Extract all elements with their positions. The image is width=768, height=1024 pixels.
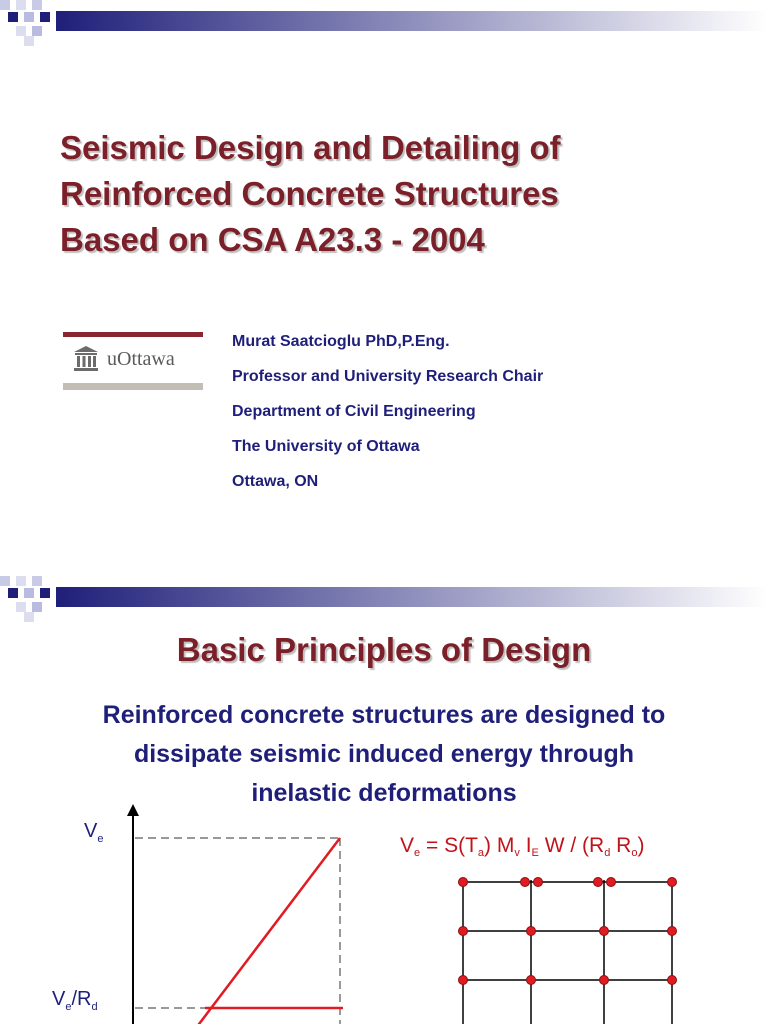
plastic-hinge: [521, 878, 530, 887]
plastic-hinge: [527, 976, 536, 985]
content-slide: [0, 576, 768, 1024]
header-gradient-bar: [56, 11, 768, 31]
plastic-hinge: [534, 878, 543, 887]
author-info: [232, 331, 543, 506]
university-logo: [63, 332, 203, 390]
deco-square: [16, 576, 26, 586]
deco-square: [32, 0, 42, 10]
plastic-hinge: [668, 878, 677, 887]
subtitle-line: dissipate seismic induced energy through: [133, 740, 635, 768]
deco-square: [16, 602, 26, 612]
plastic-hinge: [459, 927, 468, 936]
deco-square: [24, 12, 34, 22]
slide-title: Basic Principles of Design: [176, 631, 592, 668]
deco-square: [32, 26, 42, 36]
plastic-hinge: [527, 927, 536, 936]
deco-square: [24, 588, 34, 598]
author-university: The University of Ottawa: [232, 438, 420, 455]
y-axis-arrow: [127, 804, 139, 816]
author-name: Murat Saatcioglu PhD,P.Eng.: [232, 333, 450, 350]
deco-square: [0, 0, 10, 10]
plastic-hinge: [668, 927, 677, 936]
deco-square: [8, 588, 18, 598]
logo-text: uOttawa: [107, 348, 175, 370]
deco-square: [16, 0, 26, 10]
slide-subtitle: [30, 696, 738, 813]
deco-square: [0, 576, 10, 586]
label-ve: $V_e$: [84, 820, 104, 845]
slide-separator: [0, 560, 768, 576]
author-location: Ottawa, ON: [232, 473, 319, 490]
frame-diagram: [440, 800, 740, 1024]
title-line: Reinforced Concrete Structures: [60, 175, 559, 212]
building-icon: [73, 344, 99, 372]
header-decoration: [0, 576, 768, 622]
deco-square: [40, 588, 50, 598]
deco-square: [24, 36, 34, 46]
deco-square: [8, 12, 18, 22]
plastic-hinge: [600, 976, 609, 985]
force-deformation-graph: [0, 800, 380, 1024]
plastic-hinge: [668, 976, 677, 985]
subtitle-line: inelastic deformations: [251, 779, 517, 807]
base-shear-formula: $V_e = S(T_a)$ $M_v$ $I_E$ W / ($R_d$ $R_o$): [400, 834, 645, 859]
plastic-hinge: [594, 878, 603, 887]
plastic-hinge: [459, 976, 468, 985]
deco-square: [16, 26, 26, 36]
label-ve-rd: $V_e/R_d$: [52, 988, 98, 1013]
deco-square: [32, 576, 42, 586]
subtitle-line: Reinforced concrete structures are designed to: [102, 701, 666, 729]
deco-square: [24, 612, 34, 622]
title-line: Seismic Design and Detailing of: [60, 129, 561, 166]
plastic-hinge: [607, 878, 616, 887]
plastic-hinge: [600, 927, 609, 936]
slide-title: [60, 125, 740, 263]
header-gradient-bar: [56, 587, 768, 607]
plastic-hinge: [459, 878, 468, 887]
author-department: Department of Civil Engineering: [232, 403, 476, 420]
elastic-response-line: [193, 838, 340, 1024]
logo-bottom-bar: [63, 383, 203, 390]
author-position: Professor and University Research Chair: [232, 368, 544, 385]
title-line: Based on CSA A23.3 - 2004: [60, 221, 485, 258]
deco-square: [40, 12, 50, 22]
deco-square: [32, 602, 42, 612]
header-decoration: [0, 0, 768, 46]
